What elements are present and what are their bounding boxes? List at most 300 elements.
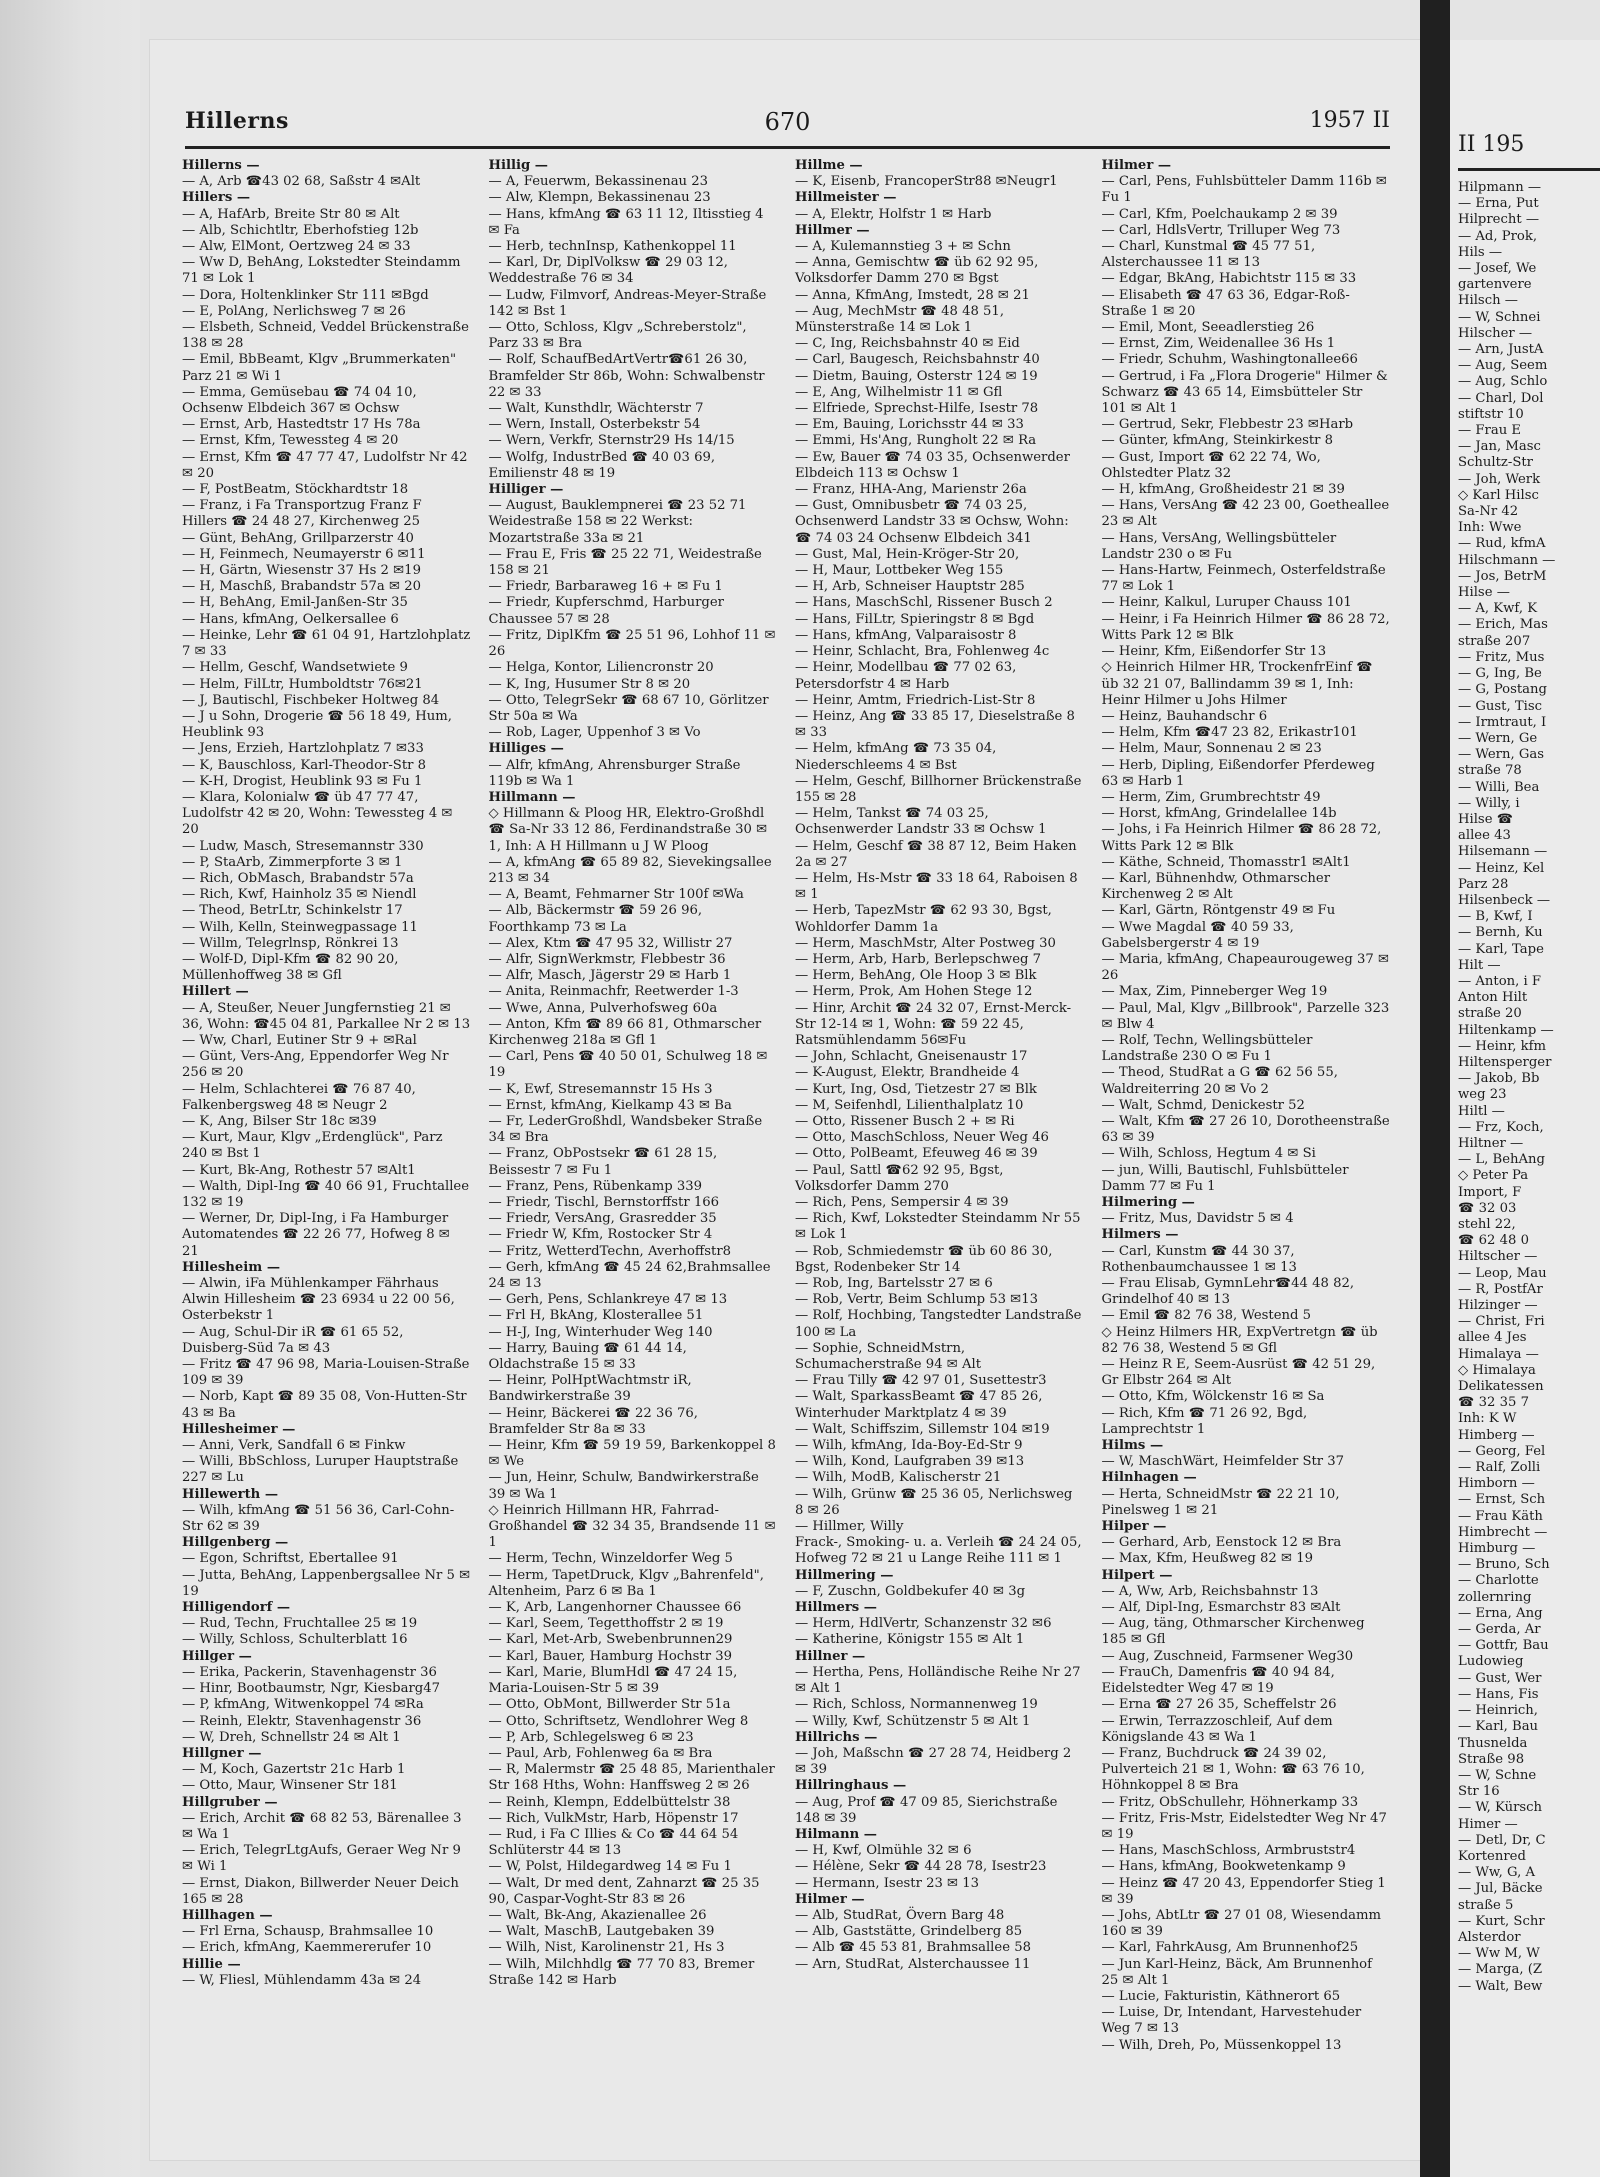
- directory-entry: — Friedr, Schuhm, Washingtonallee66: [1101, 352, 1358, 368]
- directory-entry: — Dietm, Bauing, Osterstr 124 ✉ 19: [795, 368, 1038, 384]
- directory-entry: — Helm, Hs-Mstr ☎ 33 18 64, Raboisen 8 ✉ 1: [795, 870, 1082, 903]
- directory-entry: — Heinr, Amtm, Friedrich-List-Str 8: [795, 692, 1036, 708]
- directory-entry: — Reinh, Elektr, Stavenhagenstr 36: [182, 1713, 422, 1729]
- adjacent-entry: Kortenred: [1458, 1848, 1526, 1864]
- directory-entry: — Otto, Schriftsetz, Wendlohrer Weg 8: [488, 1713, 749, 1729]
- adjacent-entry: Hilse —: [1458, 585, 1510, 601]
- directory-entry: — Frau Tilly ☎ 42 97 01, Susettestr3: [795, 1373, 1047, 1389]
- directory-entry: — P, Arb, Schlegelsweg 6 ✉ 23: [488, 1729, 694, 1745]
- directory-entry: — A, kfmAng ☎ 65 89 82, Sievekingsallee 213 ✉ 34: [488, 854, 776, 886]
- directory-entry: — Heinz R E, Seem-Ausrüst ☎ 42 51 29, Gr Elbstr 264 ✉ Alt: [1101, 1357, 1380, 1389]
- adjacent-entry: — Erna, Ang: [1458, 1605, 1543, 1621]
- directory-entry: — K, Eisenb, FrancoperStr88 ✉Neugr1: [795, 174, 1058, 190]
- directory-entry: — A, Kulemannstieg 3 + ✉ Schn: [795, 239, 1011, 255]
- directory-entry: — Alw, Klempn, Bekassinenau 23: [488, 190, 711, 206]
- directory-entry: ◇ Heinrich Hillmann HR, Fahrrad-Großhandel ☎ 32 34 35, Brandsende 11 ✉ 1: [488, 1502, 780, 1551]
- directory-entry: — Frau Elisab, GymnLehr☎44 48 82, Grindelhof 40 ✉ 13: [1101, 1276, 1359, 1308]
- adjacent-entry: gartenvere: [1458, 277, 1532, 293]
- directory-entry: — Luise, Dr, Intendant, Harvestehuder Weg 7 ✉ 13: [1101, 2005, 1366, 2037]
- directory-entry: — Hans, MaschSchl, Rissener Busch 2: [795, 595, 1053, 611]
- directory-entry: — Alb ☎ 45 53 81, Brahmsallee 58: [795, 1940, 1031, 1956]
- directory-entry: — Herm, HdlVertr, Schanzenstr 32 ✉6: [795, 1616, 1052, 1632]
- directory-entry: Hillesheim —: [182, 1259, 281, 1275]
- directory-entry: — Heinz ☎ 47 20 43, Eppendorfer Stieg 1 ✉ 39: [1101, 1875, 1391, 1907]
- directory-entry: — R, Malermstr ☎ 25 48 85, Marienthaler Str 168 Hths, Wohn: Hanffsweg 2 ✉ 26: [488, 1762, 780, 1794]
- adjacent-entry: — Anton, i F: [1458, 973, 1542, 989]
- directory-entry: — Arn, StudRat, Alsterchaussee 11: [795, 1956, 1031, 1972]
- directory-entry: — Wilh, Nist, Karolinenstr 21, Hs 3: [488, 1940, 725, 1956]
- directory-entry: — Ernst, Kfm ☎ 47 77 47, Ludolfstr Nr 42 ✉ 20: [182, 449, 472, 481]
- directory-entry: — A, Steußer, Neuer Jungfernstieg 21 ✉36, Wohn: ☎45 04 81, Parkallee Nr 2 ✉ 13: [182, 1000, 471, 1032]
- directory-entry: — Karl, Dr, DiplVolksw ☎ 29 03 12, Weddestraße 76 ✉ 34: [488, 255, 733, 287]
- directory-entry: — Otto, Maur, Winsener Str 181: [182, 1778, 398, 1794]
- directory-entry: — Emma, Gemüsebau ☎ 74 04 10, Ochsenw Elbdeich 367 ✉ Ochsw: [182, 384, 421, 417]
- adjacent-entry: Inh: Wwe: [1458, 520, 1522, 536]
- adjacent-entry: weg 23: [1458, 1087, 1507, 1103]
- directory-entry: — Willy, Schloss, Schulterblatt 16: [182, 1632, 408, 1648]
- directory-entry: — Egon, Schriftst, Ebertallee 91: [182, 1551, 399, 1567]
- directory-entry: — K, Ewf, Stresemannstr 15 Hs 3: [488, 1081, 713, 1097]
- directory-entry: — K-August, Elektr, Brandheide 4: [795, 1065, 1020, 1081]
- directory-entry: — Aug, MechMstr ☎ 48 48 51, Münsterstraße 14 ✉ Lok 1: [795, 303, 1009, 336]
- adjacent-entry: stiftstr 10: [1458, 406, 1524, 422]
- directory-entry: — Ww, Charl, Eutiner Str 9 + ✉Ral: [182, 1032, 417, 1048]
- directory-entry: — Rud, Techn, Fruchtallee 25 ✉ 19: [182, 1616, 418, 1632]
- directory-entry: — Hertha, Pens, Holländische Reihe Nr 27 ✉ Alt 1: [795, 1664, 1085, 1697]
- directory-entry: — Hans, VersAng ☎ 42 23 00, Goetheallee 23 ✉ Alt: [1101, 498, 1394, 530]
- directory-entry: — Katherine, Königstr 155 ✉ Alt 1: [795, 1632, 1025, 1648]
- directory-entry: — Klara, Kolonialw ☎ üb 47 77 47, Ludolfstr 42 ✉ 20, Wohn: Tewessteg 4 ✉ 20: [182, 789, 457, 838]
- directory-entry: — Harry, Bauing ☎ 61 44 14, Oldachstraße 15 ✉ 33: [488, 1340, 692, 1373]
- directory-entry: Hilmer —: [1101, 158, 1172, 173]
- directory-entry: — Gust, Import ☎ 62 22 74, Wo, Ohlstedter Platz 32: [1101, 449, 1325, 481]
- adjacent-entry: — Ww, G, A: [1458, 1865, 1536, 1881]
- adjacent-entry: Himburg —: [1458, 1541, 1536, 1557]
- adjacent-entry: — Frz, Koch,: [1458, 1119, 1544, 1135]
- adjacent-entry: — Erich, Mas: [1458, 617, 1548, 633]
- directory-entry: — Anna, Gemischtw ☎ üb 62 92 95, Volksdorfer Damm 270 ✉ Bgst: [795, 255, 1043, 287]
- directory-entry: — Otto, Schloss, Klgv „Schreberstolz", Parz 33 ✉ Bra: [488, 320, 751, 352]
- adjacent-entry: Hilt —: [1458, 957, 1501, 973]
- directory-entry: — Rich, VulkMstr, Harb, Höpenstr 17: [488, 1810, 739, 1826]
- directory-entry: — jun, Willi, Bautischl, Fuhlsbütteler Damm 77 ✉ Fu 1: [1101, 1162, 1353, 1194]
- adjacent-entry: — Wern, Ge: [1458, 730, 1538, 746]
- directory-entry: — Otto, PolBeamt, Efeuweg 46 ✉ 39: [795, 1146, 1038, 1162]
- adjacent-entry: Import, F: [1458, 1184, 1522, 1200]
- scan-margin: [0, 0, 140, 2177]
- directory-entry: — Elisabeth ☎ 47 63 36, Edgar-Roß-Straße 1 ✉ 20: [1101, 287, 1350, 319]
- adjacent-entry: ◇ Himalaya: [1458, 1362, 1536, 1378]
- directory-entry: — Walt, Schiffszim, Sillemstr 104 ✉19: [795, 1421, 1050, 1437]
- adjacent-entry: Alsterdor: [1458, 1929, 1521, 1945]
- directory-entry: — Heinke, Lehr ☎ 61 04 91, Hartzlohplatz 7 ✉ 33: [182, 627, 475, 660]
- directory-entry: — W, Polst, Hildegardweg 14 ✉ Fu 1: [488, 1859, 732, 1875]
- directory-entry: — Horst, kfmAng, Grindelallee 14b: [1101, 806, 1337, 822]
- directory-entry: — Hinr, Bootbaumstr, Ngr, Kiesbarg47: [182, 1681, 440, 1697]
- directory-entry: — Hans, MaschSchloss, Armbruststr4: [1101, 1843, 1356, 1859]
- directory-entry: — Heinr, PolHptWachtmstr iR, Bandwirkerstraße 39: [488, 1373, 696, 1405]
- directory-entry: Hilnhagen —: [1101, 1470, 1197, 1486]
- directory-entry: — Franz, ObPostsekr ☎ 61 28 15, Beissestr 7 ✉ Fu 1: [488, 1146, 722, 1178]
- directory-entry: — P, kfmAng, Witwenkoppel 74 ✉Ra: [182, 1697, 424, 1713]
- adjacent-entry: — Bruno, Sch: [1458, 1557, 1550, 1573]
- directory-entry: — Rob, Ing, Bartelsstr 27 ✉ 6: [795, 1276, 993, 1292]
- directory-entry: — Anna, KfmAng, Imstedt, 28 ✉ 21: [795, 287, 1030, 303]
- directory-entry: Hilmers —: [1101, 1227, 1179, 1243]
- directory-entry: — Lucie, Fakturistin, Käthnerort 65: [1101, 1988, 1341, 2004]
- adjacent-entry: ◇ Karl Hilsc: [1458, 487, 1539, 503]
- adjacent-entry: — Jul, Bäcke: [1458, 1881, 1543, 1897]
- directory-entry: — Jutta, BehAng, Lappenbergsallee Nr 5 ✉ 19: [182, 1567, 475, 1599]
- directory-entry: — Helm, kfmAng ☎ 73 35 04, Niederschleems 4 ✉ Bst: [795, 741, 1001, 773]
- directory-entry: — Erwin, Terrazzoschleif, Auf dem Königslande 43 ✉ Wa 1: [1101, 1713, 1337, 1745]
- directory-entry: — Alb, Bäckermstr ☎ 59 26 96, Foorthkamp 73 ✉ La: [488, 903, 707, 935]
- directory-entry: — Rolf, Techn, Wellingsbütteler Landstraße 230 O ✉ Fu 1: [1101, 1032, 1317, 1065]
- directory-entry: — Herm, Prok, Am Hohen Stege 12: [795, 984, 1033, 1000]
- adjacent-entry: Hilschmann —: [1458, 552, 1556, 568]
- directory-entry: — August, Bauklempnerei ☎ 23 52 71 Weidestraße 158 ✉ 22 Werkst: Mozartstraße 33a ✉ 21: [488, 498, 751, 546]
- directory-entry: ◇ Heinz Hilmers HR, ExpVertretgn ☎ üb 82 76 38, Westend 5 ✉ Gfl: [1101, 1324, 1382, 1356]
- directory-entry: — Paul, Arb, Fohlenweg 6a ✉ Bra: [488, 1745, 713, 1761]
- directory-entry: — Friedr, Kupferschmd, Harburger Chaussee 57 ✉ 28: [488, 595, 729, 627]
- adjacent-entry: ☎ 32 35 7: [1458, 1395, 1529, 1411]
- directory-entry: — Friedr W, Kfm, Rostocker Str 4: [488, 1227, 713, 1243]
- directory-entry: — Günt, BehAng, Grillparzerstr 40: [182, 530, 414, 546]
- adjacent-entry: — Frau E: [1458, 423, 1522, 439]
- adjacent-entry: — Josef, We: [1458, 261, 1537, 277]
- directory-entry: — W, Dreh, Schnellstr 24 ✉ Alt 1: [182, 1729, 401, 1745]
- directory-entry: — Alfr, Masch, Jägerstr 29 ✉ Harb 1: [488, 968, 732, 984]
- directory-entry: Hillme —: [795, 158, 863, 173]
- directory-entry: — Fritz, ObSchullehr, Höhnerkamp 33: [1101, 1794, 1359, 1810]
- directory-entry: — Günt, Vers-Ang, Eppendorfer Weg Nr 256 ✉ 20: [182, 1049, 453, 1081]
- directory-entry: — Rolf, Hochbing, Tangstedter Landstraße 100 ✉ La: [795, 1308, 1086, 1340]
- adjacent-entry: Delikatessen: [1458, 1379, 1544, 1395]
- adjacent-page: [1450, 40, 1600, 2177]
- directory-entry: — Günter, kfmAng, Steinkirkestr 8: [1101, 433, 1334, 449]
- directory-entry: — Heinr, Kfm ☎ 59 19 59, Barkenkoppel 8 ✉ We: [488, 1438, 781, 1470]
- adjacent-entry: Hilse ☎: [1458, 811, 1514, 827]
- directory-entry: — Willy, Kwf, Schützenstr 5 ✉ Alt 1: [795, 1713, 1031, 1729]
- adjacent-entry: — Gottfr, Bau: [1458, 1638, 1549, 1654]
- directory-entry: Frack-, Smoking- u. a. Verleih ☎ 24 24 05, Hofweg 72 ✉ 21 u Lange Reihe 111 ✉ 1: [795, 1535, 1086, 1567]
- adjacent-entry: Hilpmann —: [1458, 180, 1542, 195]
- directory-entry: Hillig —: [488, 158, 548, 173]
- directory-entry: Hillesheimer —: [182, 1421, 296, 1437]
- directory-entry: — Karl, Marie, BlumHdl ☎ 47 24 15, Maria-Louisen-Str 5 ✉ 39: [488, 1664, 742, 1697]
- directory-entry: — Frl Erna, Schausp, Brahmsallee 10: [182, 1924, 434, 1940]
- adjacent-entry: Hiltensperger: [1458, 1054, 1552, 1070]
- directory-entry: Hillner —: [795, 1648, 866, 1664]
- adjacent-entry: zollernring: [1458, 1589, 1532, 1605]
- directory-entry: — Maria, kfmAng, Chapeaurougeweg 37 ✉ 26: [1101, 951, 1394, 984]
- directory-entry: — Johs, i Fa Heinrich Hilmer ☎ 86 28 72, Witts Park 12 ✉ Blk: [1101, 822, 1386, 854]
- directory-entry: — A, Ww, Arb, Reichsbahnstr 13: [1101, 1583, 1319, 1599]
- directory-entry: — Walt, Bk-Ang, Akazienallee 26: [488, 1907, 707, 1923]
- directory-entry: — Max, Kfm, Heußweg 82 ✉ 19: [1101, 1551, 1314, 1567]
- directory-entry: — H, kfmAng, Großheidestr 21 ✉ 39: [1101, 482, 1345, 498]
- directory-entry: — Heinr, Modellbau ☎ 77 02 63, Petersdorfstr 4 ✉ Harb: [795, 660, 1021, 692]
- directory-entry: Hillers —: [182, 190, 251, 206]
- adjacent-entry: — Gust, Tisc: [1458, 698, 1543, 714]
- adjacent-entry: — Heinz, Kel: [1458, 860, 1545, 876]
- directory-entry: — John, Schlacht, Gneisenaustr 17: [795, 1049, 1028, 1065]
- directory-entry: — Karl, Seem, Tegetthoffstr 2 ✉ 19: [488, 1616, 724, 1632]
- directory-entry: — Fritz, DiplKfm ☎ 25 51 96, Lohhof 11 ✉ 26: [488, 627, 780, 660]
- adjacent-entry: — Gust, Wer: [1458, 1670, 1542, 1686]
- directory-entry: — Max, Zim, Pinneberger Weg 19: [1101, 984, 1328, 1000]
- adjacent-entry: Hiltner —: [1458, 1135, 1524, 1151]
- adjacent-entry: — Ww M, W: [1458, 1946, 1540, 1962]
- directory-entry: — Paul, Mal, Klgv „Billbrook", Parzelle 323 ✉ Blw 4: [1101, 1000, 1394, 1032]
- column-2: [488, 158, 781, 2140]
- directory-entry: — Heinr, Kfm, Eißendorfer Str 13: [1101, 644, 1327, 660]
- directory-columns: [182, 158, 1394, 2140]
- directory-entry: — Kurt, Maur, Klgv „Erdenglück", Parz 240 ✉ Bst 1: [182, 1130, 447, 1162]
- directory-entry: — J, Bautischl, Fischbeker Holtweg 84: [182, 692, 440, 708]
- directory-entry: — K, Ang, Bilser Str 18c ✉39: [182, 1113, 377, 1129]
- directory-entry: — Rob, Lager, Uppenhof 3 ✉ Vo: [488, 725, 701, 741]
- adjacent-entry: — Christ, Fri: [1458, 1314, 1545, 1330]
- directory-entry: — Walt, SparkassBeamt ☎ 47 85 26, Winterhuder Marktplatz 4 ✉ 39: [795, 1389, 1047, 1421]
- adjacent-entry: — Joh, Werk: [1458, 471, 1541, 487]
- directory-entry: — Paul, Sattl ☎62 92 95, Bgst, Volksdorfer Damm 270: [795, 1162, 1008, 1194]
- directory-entry: Hillringhaus —: [795, 1778, 907, 1794]
- adjacent-entry: — Jos, BetrM: [1458, 568, 1547, 584]
- directory-entry: — Wilh, ModB, Kalischerstr 21: [795, 1470, 1002, 1486]
- adjacent-entry: ◇ Peter Pa: [1458, 1168, 1529, 1184]
- directory-entry: Hillmering —: [795, 1567, 894, 1583]
- adjacent-entry: — Erna, Put: [1458, 196, 1539, 212]
- directory-entry: — Carl, HdlsVertr, Trilluper Weg 73: [1101, 222, 1341, 238]
- directory-entry: — Helm, Schlachterei ☎ 76 87 40, Falkenbergsweg 48 ✉ Neugr 2: [182, 1081, 421, 1113]
- directory-entry: — Heinr, Bäckerei ☎ 22 36 76, Bramfelder Str 8a ✉ 33: [488, 1405, 703, 1437]
- directory-entry: — Hans, FilLtr, Spieringstr 8 ✉ Bgd: [795, 611, 1035, 627]
- directory-entry: — Ernst, Kfm, Tewessteg 4 ✉ 20: [182, 433, 399, 449]
- directory-entry: — H-J, Ing, Winterhuder Weg 140: [488, 1324, 713, 1340]
- adjacent-entry: — G, Ing, Be: [1458, 666, 1542, 682]
- directory-entry: Hilms —: [1101, 1438, 1164, 1454]
- directory-entry: — Theod, StudRat a G ☎ 62 56 55, Waldreiterring 20 ✉ Vo 2: [1101, 1065, 1343, 1097]
- directory-entry: Hillhagen —: [182, 1907, 273, 1923]
- adjacent-entry: — Heinrich,: [1458, 1703, 1538, 1719]
- page-header: [185, 108, 1390, 148]
- directory-entry: — Kurt, Ing, Osd, Tietzestr 27 ✉ Blk: [795, 1081, 1037, 1097]
- adjacent-entry: — Karl, Bau: [1458, 1719, 1539, 1735]
- directory-entry: — J u Sohn, Drogerie ☎ 56 18 49, Hum, Heublink 93: [182, 708, 457, 741]
- adjacent-entry: — Detl, Dr, C: [1458, 1832, 1546, 1848]
- directory-entry: — Erna ☎ 27 26 35, Scheffelstr 26: [1101, 1697, 1337, 1713]
- adjacent-entry: ☎ 32 03: [1458, 1200, 1517, 1216]
- adjacent-entry: — Marga, (Z: [1458, 1962, 1543, 1978]
- adjacent-entry: — Kurt, Schr: [1458, 1913, 1545, 1929]
- directory-entry: — Otto, MaschSchloss, Neuer Weg 46: [795, 1130, 1049, 1146]
- directory-entry: — Ernst, kfmAng, Kielkamp 43 ✉ Ba: [488, 1097, 732, 1113]
- directory-entry: — W, MaschWärt, Heimfelder Str 37: [1101, 1454, 1345, 1470]
- directory-entry: — C, Ing, Reichsbahnstr 40 ✉ Eid: [795, 336, 1020, 352]
- directory-entry: — Ludw, Masch, Stresemannstr 330: [182, 838, 424, 854]
- directory-entry: — K, Arb, Langenhorner Chaussee 66: [488, 1600, 742, 1616]
- directory-entry: — Herta, SchneidMstr ☎ 22 21 10, Pinelsweg 1 ✉ 21: [1101, 1486, 1344, 1518]
- directory-entry: — Heinr, i Fa Heinrich Hilmer ☎ 86 28 72, Witts Park 12 ✉ Blk: [1101, 611, 1394, 643]
- adjacent-entry: Hilscher —: [1458, 325, 1533, 341]
- directory-entry: — Werner, Dr, Dipl-Ing, i Fa Hamburger Automatendes ☎ 22 26 77, Hofweg 8 ✉ 21: [182, 1211, 455, 1259]
- directory-entry: — Rolf, SchaufBedArtVertr☎61 26 30, Bramfelder Str 86b, Wohn: Schwalbenstr 22 ✉ 33: [488, 352, 769, 400]
- directory-entry: — Herb, Dipling, Eißendorfer Pferdeweg 63 ✉ Harb 1: [1101, 757, 1379, 789]
- header-rule: [185, 146, 1390, 149]
- directory-entry: — P, StaArb, Zimmerpforte 3 ✉ 1: [182, 854, 403, 870]
- directory-entry: — Hermann, Isestr 23 ✉ 13: [795, 1875, 980, 1891]
- directory-page: [150, 40, 1420, 2160]
- adjacent-entry: — Georg, Fel: [1458, 1443, 1546, 1459]
- adjacent-entry: — Ralf, Zolli: [1458, 1460, 1541, 1476]
- directory-entry: — Ernst, Diakon, Billwerder Neuer Deich 165 ✉ 28: [182, 1875, 464, 1907]
- directory-entry: — Hans, kfmAng, Bookwetenkamp 9: [1101, 1859, 1346, 1875]
- column-1: [182, 158, 475, 2140]
- directory-entry: — Helm, Geschf, Billhorner Brückenstraße 155 ✉ 28: [795, 773, 1086, 805]
- directory-entry: — Jun, Heinr, Schulw, Bandwirkerstraße 39 ✉ Wa 1: [488, 1470, 763, 1502]
- adjacent-entry: Himbrecht —: [1458, 1524, 1548, 1540]
- directory-entry: — Wilh, Milchhdlg ☎ 77 70 83, Bremer Straße 142 ✉ Harb: [488, 1956, 759, 1988]
- directory-entry: — A, Elektr, Holfstr 1 ✉ Harb: [795, 206, 992, 222]
- directory-entry: — Alex, Ktm ☎ 47 95 32, Willistr 27: [488, 935, 733, 951]
- directory-entry: — Franz, Pens, Rübenkamp 339: [488, 1178, 703, 1194]
- adjacent-page-lines: [1458, 180, 1555, 1995]
- directory-entry: — H, Maur, Lottbeker Weg 155: [795, 563, 1004, 579]
- adjacent-entry: — R, PostfAr: [1458, 1281, 1543, 1297]
- directory-entry: — Gerh, kfmAng ☎ 45 24 62,Brahmsallee 24 ✉ 13: [488, 1259, 775, 1292]
- directory-entry: — M, Seifenhdl, Lilienthalplatz 10: [795, 1097, 1024, 1113]
- directory-entry: — Emil, Mont, Seeadlerstieg 26: [1101, 320, 1315, 336]
- directory-entry: — Hellm, Geschf, Wandsetwiete 9: [182, 660, 408, 676]
- adjacent-entry: — Heinr, kfm: [1458, 1038, 1547, 1054]
- directory-entry: — Emil, BbBeamt, Klgv „Brummerkaten" Parz 21 ✉ Wi 1: [182, 352, 461, 384]
- adjacent-entry: Hilprecht —: [1458, 212, 1540, 228]
- directory-entry: — Wilh, Kelln, Steinwegpassage 11: [182, 919, 418, 935]
- directory-entry: — Hinr, Archit ☎ 24 32 07, Ernst-Merck-Str 12-14 ✉ 1, Wohn: ☎ 59 22 45, Ratsmühlendamm 56✉Fu: [795, 1000, 1072, 1048]
- directory-entry: — Heinr, Schlacht, Bra, Fohlenweg 4c: [795, 644, 1050, 660]
- directory-entry: — Karl, Bauer, Hamburg Hochstr 39: [488, 1648, 732, 1664]
- adjacent-entry: — W, Kürsch: [1458, 1800, 1543, 1816]
- directory-entry: — Rud, i Fa C Illies & Co ☎ 44 64 54 Schlüterstr 44 ✉ 13: [488, 1826, 743, 1859]
- directory-entry: — Alb, Schichtltr, Eberhofstieg 12b: [182, 222, 419, 238]
- directory-entry: — Gust, Omnibusbetr ☎ 74 03 25, Ochsenwerd Landstr 33 ✉ Ochsw, Wohn: ☎ 74 03 24 Ochsenw Elbdeich 341: [795, 498, 1073, 546]
- directory-entry: — Carl, Pens ☎ 40 50 01, Schulweg 18 ✉ 19: [488, 1049, 772, 1081]
- directory-entry: — Emmi, Hs'Ang, Rungholt 22 ✉ Ra: [795, 433, 1037, 449]
- adjacent-entry: Anton Hilt: [1458, 990, 1528, 1006]
- adjacent-entry: Hilsch —: [1458, 293, 1518, 309]
- directory-entry: — Fr, LederGroßhdl, Wandsbeker Straße 34 ✉ Bra: [488, 1113, 767, 1146]
- directory-entry: — Charl, Kunstmal ☎ 45 77 51, Alsterchaussee 11 ✉ 13: [1101, 239, 1320, 271]
- adjacent-entry: Hilsenbeck —: [1458, 892, 1551, 908]
- directory-entry: — Frl H, BkAng, Klosterallee 51: [488, 1308, 704, 1324]
- adjacent-entry: — Aug, Schlo: [1458, 374, 1548, 390]
- directory-entry: — Otto, TelegrSekr ☎ 68 67 10, Görlitzer Str 50a ✉ Wa: [488, 692, 773, 724]
- directory-entry: — Herb, TapezMstr ☎ 62 93 30, Bgst, Wohldorfer Damm 1a: [795, 903, 1057, 935]
- directory-entry: — Herm, BehAng, Ole Hoop 3 ✉ Blk: [795, 968, 1037, 984]
- directory-entry: — Wwe, Anna, Pulverhofsweg 60a: [488, 1000, 718, 1016]
- directory-entry: — Wilh, kfmAng ☎ 51 56 36, Carl-Cohn-Str 62 ✉ 39: [182, 1502, 455, 1535]
- adjacent-entry: — Bernh, Ku: [1458, 925, 1543, 941]
- directory-entry: Hilpert —: [1101, 1567, 1173, 1583]
- directory-entry: — H, Arb, Schneiser Hauptstr 285: [795, 579, 1025, 595]
- adjacent-entry: Ludowieg: [1458, 1654, 1524, 1670]
- directory-entry: — Karl, Gärtn, Röntgenstr 49 ✉ Fu: [1101, 903, 1336, 919]
- directory-entry: Hillgenberg —: [182, 1535, 289, 1551]
- directory-entry: — F, Zuschn, Goldbekufer 40 ✉ 3g: [795, 1583, 1026, 1599]
- directory-entry: — Herm, Arb, Harb, Berlepschweg 7: [795, 951, 1042, 967]
- directory-entry: — M, Koch, Gazertstr 21c Harb 1: [182, 1762, 406, 1778]
- directory-entry: — Gerh, Pens, Schlankreye 47 ✉ 13: [488, 1292, 728, 1308]
- directory-entry: — Edgar, BkAng, Habichtstr 115 ✉ 33: [1101, 271, 1357, 287]
- adjacent-entry: — W, Schnei: [1458, 309, 1541, 325]
- directory-entry: — A, HafArb, Breite Str 80 ✉ Alt: [182, 206, 400, 222]
- adjacent-entry: Himer —: [1458, 1816, 1518, 1832]
- adjacent-entry: straße 78: [1458, 763, 1522, 779]
- directory-entry: — Hillmer, Willy: [795, 1519, 904, 1535]
- adjacent-entry: — Walt, Bew: [1458, 1978, 1543, 1994]
- directory-entry: — Helm, Geschf ☎ 38 87 12, Beim Haken 2a ✉ 27: [795, 838, 1081, 870]
- directory-entry: — Wern, Install, Osterbekstr 54: [488, 417, 701, 433]
- directory-entry: — Herb, technInsp, Kathenkoppel 11: [488, 239, 737, 255]
- directory-entry: — Friedr, Barbaraweg 16 + ✉ Fu 1: [488, 579, 723, 595]
- directory-entry: — E, Ang, Wilhelmistr 11 ✉ Gfl: [795, 384, 1003, 400]
- directory-entry: — Heinr, Kalkul, Luruper Chauss 101: [1101, 595, 1352, 611]
- directory-entry: — Alb, Gaststätte, Grindelberg 85: [795, 1924, 1023, 1940]
- directory-entry: — Herm, MaschMstr, Alter Postweg 30: [795, 935, 1056, 951]
- directory-entry: — Carl, Kfm, Poelchaukamp 2 ✉ 39: [1101, 206, 1338, 222]
- directory-entry: — Walt, Schmd, Denickestr 52: [1101, 1097, 1305, 1113]
- directory-entry: — Franz, Buchdruck ☎ 24 39 02, Pulverteich 21 ✉ 1, Wohn: ☎ 63 76 10, Höhnkoppel 8 ✉ Bra: [1101, 1745, 1369, 1794]
- directory-entry: — Reinh, Klempn, Eddelbüttelstr 38: [488, 1794, 731, 1810]
- directory-entry: — Helga, Kontor, Liliencronstr 20: [488, 660, 714, 676]
- adjacent-entry: — Karl, Tape: [1458, 941, 1544, 957]
- adjacent-entry: — Willi, Bea: [1458, 779, 1540, 795]
- directory-entry: — Carl, Kunstm ☎ 44 30 37, Rothenbaumchaussee 1 ✉ 13: [1101, 1243, 1299, 1275]
- directory-entry: — Sophie, SchneidMstrn, Schumacherstraße 94 ✉ Alt: [795, 1340, 982, 1373]
- directory-entry: — Wilh, Kond, Laufgraben 39 ✉13: [795, 1454, 1025, 1470]
- adjacent-entry: Inh: K W: [1458, 1411, 1517, 1427]
- header-year-volume: 1957 II: [1309, 108, 1390, 133]
- directory-entry: Hillgruber —: [182, 1794, 278, 1810]
- adjacent-entry: — L, BehAng: [1458, 1152, 1545, 1168]
- adjacent-header-rule: [1458, 168, 1600, 171]
- adjacent-entry: Straße 98: [1458, 1751, 1525, 1767]
- directory-entry: — Rich, Pens, Sempersir 4 ✉ 39: [795, 1195, 1009, 1210]
- directory-entry: — W, Fliesl, Mühlendamm 43a ✉ 24: [182, 1972, 422, 1988]
- directory-entry: — Friedr, Tischl, Bernstorffstr 166: [488, 1195, 720, 1210]
- directory-entry: — Aug, täng, Othmarscher Kirchenweg 185 ✉ Gfl: [1101, 1616, 1369, 1648]
- directory-entry: — Herm, TapetDruck, Klgv „Bahrenfeld", Altenheim, Parz 6 ✉ Ba 1: [488, 1567, 769, 1599]
- directory-entry: — Elfriede, Sprechst-Hilfe, Isestr 78: [795, 401, 1039, 417]
- directory-entry: — Wilh, Dreh, Po, Müssenkoppel 13: [1101, 2037, 1342, 2053]
- directory-entry: — Franz, i Fa Transportzug Franz F Hillers ☎ 24 48 27, Kirchenweg 25: [182, 498, 426, 530]
- adjacent-entry: — Irmtraut, I: [1458, 714, 1547, 730]
- directory-entry: — Fritz ☎ 47 96 98, Maria-Louisen-Straße 109 ✉ 39: [182, 1357, 474, 1389]
- directory-entry: — Gertrud, Sekr, Flebbestr 23 ✉Harb: [1101, 417, 1354, 433]
- directory-entry: — Hans, kfmAng ☎ 63 11 12, Iltisstieg 4 ✉ Fa: [488, 206, 768, 238]
- directory-entry: — Ludw, Filmvorf, Andreas-Meyer-Straße 142 ✉ Bst 1: [488, 287, 771, 319]
- directory-entry: — Erich, kfmAng, Kaemmererufer 10: [182, 1940, 432, 1956]
- directory-entry: — Hans, kfmAng, Valparaisostr 8: [795, 627, 1017, 643]
- adjacent-entry: Str 16: [1458, 1784, 1500, 1800]
- directory-entry: — Karl, FahrkAusg, Am Brunnenhof25: [1101, 1940, 1359, 1956]
- page-number: 670: [764, 108, 811, 136]
- adjacent-entry: — Frau Käth: [1458, 1508, 1543, 1524]
- directory-entry: Hillgner —: [182, 1745, 262, 1761]
- directory-entry: — Herm, Zim, Grumbrechtstr 49: [1101, 789, 1321, 805]
- directory-entry: — Fritz, WetterdTechn, Averhoffstr8: [488, 1243, 732, 1259]
